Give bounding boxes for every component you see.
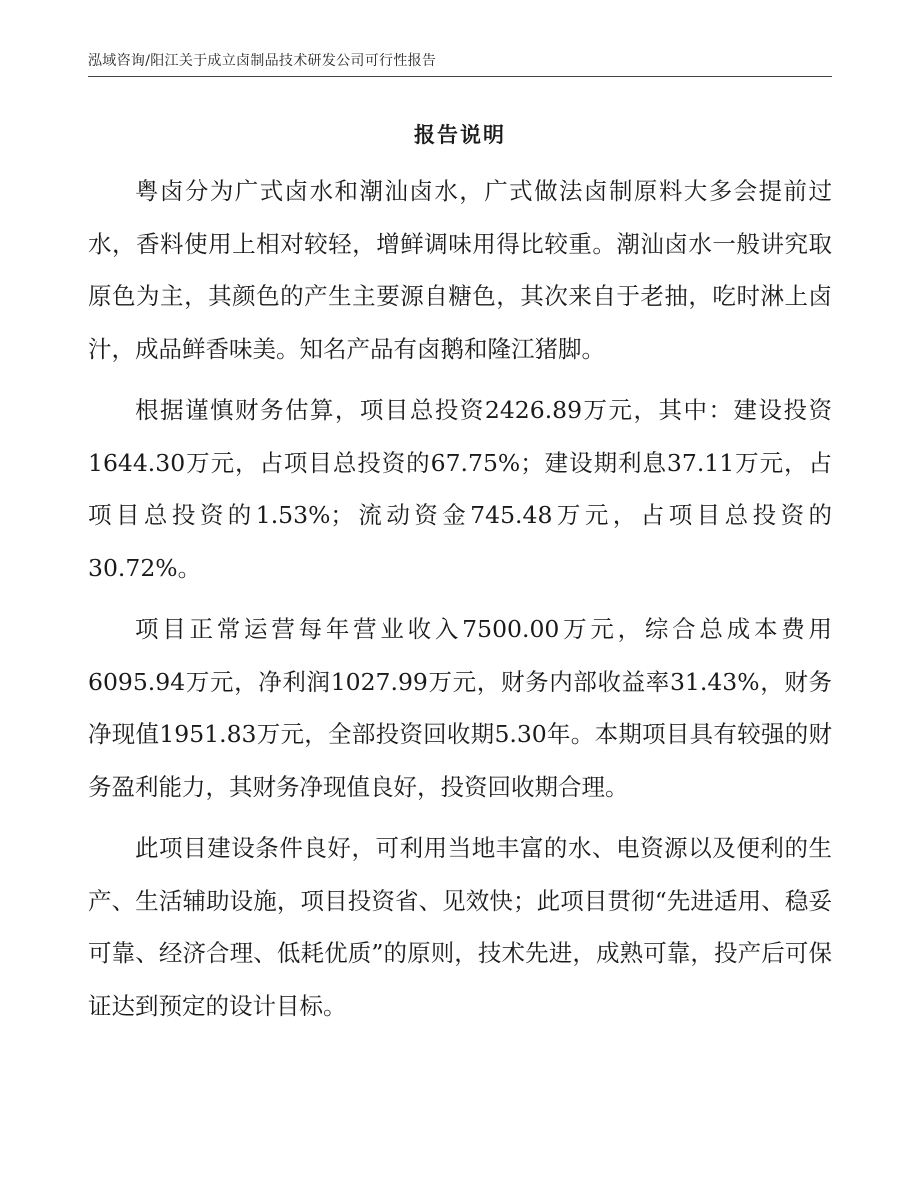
document-body (88, 165, 832, 1041)
header-divider (88, 76, 832, 77)
paragraph-financials: 项目正常运营每年营业收入7500.00万元，综合总成本费用6095.94万元，净利润1027.99万元，财务内部收益率31.43%，财务净现值1951.83万元，全部投资回收期5.30年。本期项目具有较强的财务盈利能力，其财务净现值良好，投资回收期合理。 (88, 615, 832, 801)
paragraph-overview: 粤卤分为广式卤水和潮汕卤水，广式做法卤制原料大多会提前过水，香料使用上相对较轻，增鲜调味用得比较重。潮汕卤水一般讲究取原色为主，其颜色的产生主要源自糖色，其次来自于老抽，吃时淋上卤汁，成品鲜香味美。知名产品有卤鹅和隆江猪脚。 (88, 177, 832, 363)
paragraph-investment: 根据谨慎财务估算，项目总投资2426.89万元，其中：建设投资1644.30万元，占项目总投资的67.75%；建设期利息37.11万元，占项目总投资的1.53%；流动资金745.48万元，占项目总投资的30.72%。 (88, 396, 832, 582)
paragraph-conditions: 此项目建设条件良好，可利用当地丰富的水、电资源以及便利的生产、生活辅助设施，项目投资省、见效快；此项目贯彻“先进适用、稳妥可靠、经济合理、低耗优质”的原则，技术先进，成熟可靠，投产后可保证达到预定的设计目标。 (88, 834, 832, 1020)
page-header: 泓域咨询/阳江关于成立卤制品技术研发公司可行性报告 (88, 53, 437, 69)
document-title: 报告说明 (414, 122, 506, 147)
